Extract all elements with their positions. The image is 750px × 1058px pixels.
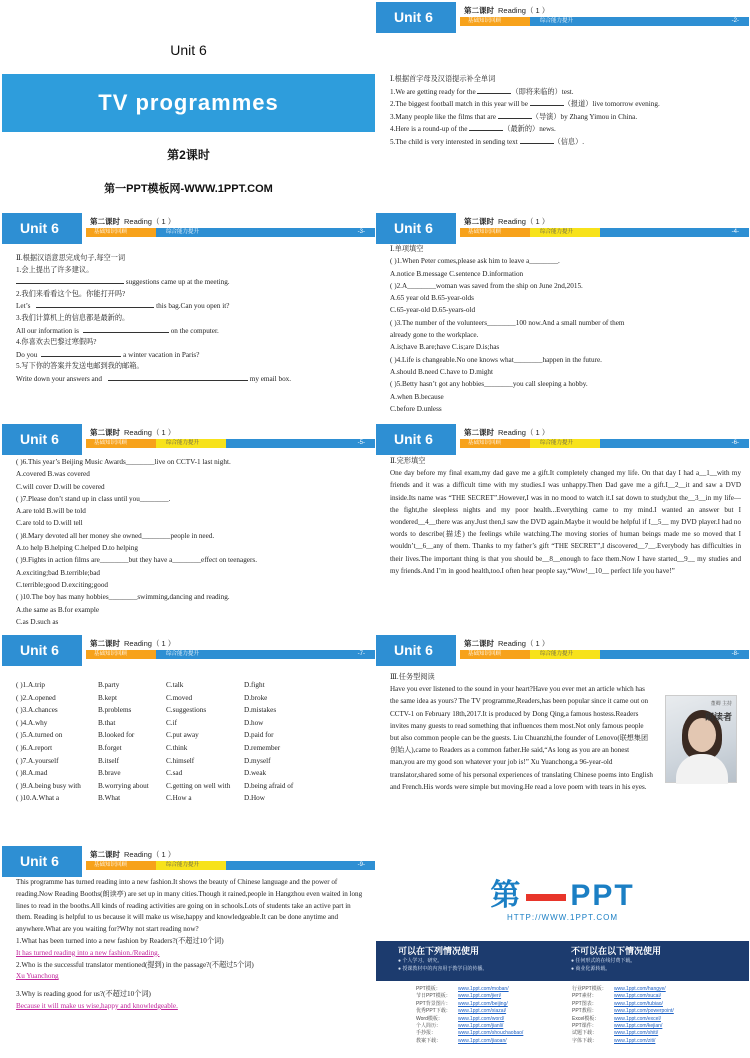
exercise-heading: Ⅰ.单项填空 [390, 245, 424, 253]
tab-ability[interactable]: 综合能力提升 [530, 439, 600, 448]
slide-7 [2, 635, 375, 844]
exercise-line: A.exciting;bad B.terrible;bad [16, 568, 101, 577]
option-row [16, 767, 367, 780]
exercise-line: 3.我们计算机上的信息都是最新的。 [16, 313, 130, 322]
tab-ability[interactable]: 综合能力提升 [156, 439, 226, 448]
exercise-line: 4.你喜欢去巴黎过寒假吗? [16, 338, 97, 347]
cover-title: TV programmes [2, 74, 375, 132]
exercise-line: C.65-year-old D.65-years-old [390, 306, 476, 315]
exercise-line: A.to help B.helping C.helped D.to helping [16, 544, 138, 553]
option-cell: C.put away [166, 731, 199, 740]
tab-ability[interactable]: 综合能力提升 [530, 17, 600, 26]
tab-basic[interactable]: 基础知识回顾 [460, 650, 530, 659]
ppt-logo: 第 PPT [490, 879, 635, 912]
unit-label: Unit 6 [376, 424, 456, 455]
link-label: PPT素材： [572, 993, 597, 1000]
page-number: -9- [357, 862, 365, 868]
option-cell: C.think [166, 743, 188, 752]
link-label: PPT课件： [572, 1023, 597, 1030]
site-url[interactable]: HTTP://WWW.1PPT.COM [507, 913, 618, 922]
links-left [416, 986, 523, 1045]
tab-ability[interactable]: 综合能力提升 [530, 650, 600, 659]
exercise-line: A.is;have B.are;have C.is;are D.is;has [390, 343, 500, 352]
header-bar [600, 650, 749, 659]
exercise-body [16, 253, 367, 386]
link-label: PPT教程： [572, 1008, 597, 1015]
link-row [416, 1030, 523, 1037]
lesson-label: 第二课时 Reading（ 1 ） [464, 639, 550, 648]
cover-unit: Unit 6 [170, 42, 207, 58]
option-row [16, 692, 367, 705]
link-label: 手抄报： [416, 1030, 437, 1037]
option-row [16, 780, 367, 793]
exercise-line: Write down your answers and my email box. [16, 374, 292, 383]
header-bar [226, 439, 375, 448]
question-3: 3.Why is reading good for us?(不超过10个词) [16, 990, 151, 999]
option-cell: ( )8.A.mad [16, 769, 48, 778]
exercise-line: 5.写下你的答案并发送电邮到我的邮箱。 [16, 362, 144, 371]
option-row [16, 717, 367, 730]
slide-promo [376, 846, 749, 1055]
link-row [572, 1008, 674, 1015]
exercise-line: A.should B.need C.have to D.might [390, 367, 494, 376]
exercise-line: ( )5.Betty hasn’t got any hobbies________you call sleeping a hobby. [390, 380, 588, 389]
tab-basic[interactable]: 基础知识回顾 [86, 861, 156, 870]
exercise-line: Do you a winter vacation in Paris? [16, 350, 200, 359]
slide-header [2, 213, 375, 244]
link-label: PPT图表： [572, 1000, 597, 1007]
option-cell: B.kept [98, 693, 117, 702]
exercise-line: ( )10.The boy has many hobbies________swimming,dancing and reading. [16, 593, 230, 602]
option-cell: B.party [98, 681, 120, 689]
exercise-line: ( )4.Life is changeable.No one knows what________happen in the future. [390, 355, 602, 364]
question-2: 2.Who is the successful translator mentioned(提到) in the passage?(不超过5个词) [16, 960, 254, 969]
unit-label: Unit 6 [2, 424, 82, 455]
option-row [16, 742, 367, 755]
exercise-line: ( )2.A________woman was saved from the ship on June 2nd,2015. [390, 281, 583, 290]
exercise-line: A.65 year old B.65-year-olds [390, 294, 474, 303]
option-cell: ( )4.A.why [16, 718, 48, 727]
link-url[interactable]: www.1ppt.com/hangye/ [614, 986, 666, 992]
exercise-line: ( )3.The number of the volunteers________100 now.And a small number of them [390, 318, 625, 327]
exercise-line: C.will cover D.will be covered [16, 482, 105, 491]
option-row [16, 792, 367, 805]
exercise-line: suggestions came up at the meeting. [16, 276, 367, 289]
link-label: 优秀PPT下载： [416, 1008, 451, 1015]
link-row [416, 1008, 523, 1015]
exercise-line: A.the same as B.for example [16, 605, 100, 614]
links-right [572, 986, 674, 1045]
link-url[interactable]: www.1ppt.com/shiti/ [614, 1030, 659, 1037]
cannot-use-column: 不可以在以下情况使用 ● 任何形式的在线付费下载。 ● 商业化源转载。 [571, 946, 662, 972]
tab-basic[interactable]: 基础知识回顾 [86, 650, 156, 659]
option-cell: B.What [98, 794, 121, 803]
tab-basic[interactable]: 基础知识回顾 [86, 228, 156, 237]
page-number: -2- [731, 18, 739, 24]
exercise-line: ( )6.This year’s Beijing Music Awards________live on CCTV-1 last night. [16, 458, 231, 466]
link-url[interactable]: www.1ppt.com/sucai/ [614, 993, 661, 1000]
link-row [416, 1038, 523, 1045]
cover-lesson: 第2课时 [167, 148, 210, 162]
lesson-label: 第二课时 Reading（ 1 ） [90, 217, 176, 226]
option-row [16, 755, 367, 768]
link-label: 行业PPT模板： [572, 986, 607, 992]
link-url[interactable]: www.1ppt.com/shouchaobao/ [458, 1030, 524, 1037]
exercise-line: ( )7.Please don’t stand up in class until you________. [16, 494, 171, 503]
exercise-line: A.are told B.will be told [16, 507, 86, 516]
slide-cover [2, 2, 375, 211]
tab-basic[interactable]: 基础知识回顾 [460, 17, 530, 26]
option-cell: D.how [244, 718, 264, 727]
option-row [16, 679, 367, 692]
lesson-label: 第二课时 Reading（ 1 ） [90, 639, 176, 648]
exercise-body [390, 74, 741, 149]
option-cell: C.talk [166, 681, 184, 689]
option-cell: C.suggestions [166, 706, 207, 715]
unit-label: Unit 6 [2, 846, 82, 877]
reading-passage: This programme has turned reading into a new fashion.It shows the beauty of Chinese language and the power of reading.Now Reading Booths(朗读亭) are set up in many cities.Though it rained,people in Hangzhou even waited in long lines to read in the booths.All kinds of reading activities are going on in schools.Lots of students take an active part in them. Reading is helpful to us because it will make us wise,happy and knowledgeable.It can be done anytime and anywhere.What are you waiting for?Why not start reading now? [16, 878, 363, 934]
option-cell: C.sad [166, 769, 183, 778]
exercise-body [390, 243, 741, 415]
link-url[interactable]: www.1ppt.com/powerpoint/ [614, 1008, 674, 1015]
slide-header [2, 846, 375, 877]
lesson-label: 第二课时 Reading（ 1 ） [464, 217, 550, 226]
exercise-body [390, 455, 741, 577]
link-row [572, 1030, 674, 1037]
option-cell: D.broke [244, 693, 268, 702]
header-bar [226, 861, 375, 870]
option-row [16, 729, 367, 742]
answer-1: It has turned reading into a new fashion./Reading. [16, 948, 160, 957]
lesson-label: 第二课时 Reading（ 1 ） [90, 428, 176, 437]
photo-face [688, 718, 716, 752]
exercise-line: C.as D.such as [16, 617, 59, 626]
photo-body [676, 754, 728, 784]
slide-8 [376, 635, 749, 844]
exercise-heading: Ⅱ.完形填空 [390, 457, 426, 465]
option-cell: D.mistakes [244, 706, 277, 715]
options-table [16, 679, 367, 805]
option-cell: ( )5.A.turned on [16, 731, 63, 740]
question-1: 1.What has been turned into a new fashion by Readers?(不超过10个词) [16, 936, 224, 945]
exercise-line: ( )8.Mary devoted all her money she owned________people in need. [16, 531, 215, 540]
exercise-line: C.before D.unless [390, 404, 442, 413]
link-url[interactable]: www.1ppt.com/tubiao/ [614, 1000, 663, 1007]
link-url[interactable]: www.1ppt.com/ziti/ [614, 1037, 656, 1044]
option-cell: C.himself [166, 756, 195, 765]
link-label: Word模板： [416, 1015, 443, 1022]
page-number: -5- [357, 440, 365, 446]
usage-banner [376, 941, 749, 981]
answer-2: Xu Yuanchong [16, 972, 59, 981]
option-cell: D.How [244, 794, 265, 803]
option-row [16, 704, 367, 717]
link-label: 字体下载： [572, 1037, 598, 1044]
option-cell: D.fight [244, 681, 265, 689]
lesson-label: 第二课时 Reading（ 1 ） [464, 428, 550, 437]
slide-3 [2, 213, 375, 422]
page-number: -4- [731, 229, 739, 235]
lesson-label: 第二课时 Reading（ 1 ） [90, 850, 176, 859]
exercise-line: A.when B.because [390, 392, 444, 401]
option-cell: C.getting on well with [166, 781, 231, 790]
exercise-line: 4.Here is a round-up of the （最新的）news. [390, 125, 556, 134]
option-cell: ( )10.A.What a [16, 794, 60, 803]
option-cell: C.if [166, 718, 177, 727]
slide-2 [376, 2, 749, 211]
option-cell: B.that [98, 718, 116, 727]
link-label: 个人简历： [416, 1023, 442, 1030]
exercise-body [16, 456, 367, 628]
slide-6 [376, 424, 749, 633]
photo-caption-small: 董卿 主持 [710, 701, 732, 707]
page-number: -7- [357, 651, 365, 657]
exercise-line: ( )9.Fights in action films are________but they have a________effect on teenagers. [16, 556, 257, 565]
unit-label: Unit 6 [376, 2, 456, 33]
exercise-line: All our information is on the computer. [16, 326, 219, 335]
slide-5 [2, 424, 375, 633]
link-url[interactable]: www.1ppt.com/kejian/ [614, 1023, 663, 1030]
option-cell: B.worrying about [98, 781, 149, 790]
can-use-column: 可以在下列情况使用 ● 个人学习、研究。 ● 授课教材中的内容用于教学目的传播。 [398, 946, 488, 972]
cover-website: 第一PPT模板网-WWW.1PPT.COM [104, 183, 273, 195]
exercise-line: C.are told to D.will tell [16, 519, 83, 528]
link-row [572, 1016, 674, 1023]
option-cell: D.myself [244, 756, 271, 765]
tab-basic[interactable]: 基础知识回顾 [460, 439, 530, 448]
option-cell: C.moved [166, 693, 193, 702]
exercise-line: 5.The child is very interested in sending text （信息）. [390, 137, 585, 146]
option-cell: D.paid for [244, 731, 274, 740]
link-label: 节日PPT模板： [416, 993, 451, 1000]
header-bar [600, 439, 749, 448]
link-label: 试题下载： [572, 1030, 598, 1037]
option-cell: ( )6.A.report [16, 743, 53, 752]
exercise-line: 1.会上提出了许多建议。 [16, 265, 94, 274]
link-row [572, 993, 674, 1000]
header-bar [600, 17, 749, 26]
option-cell: D.being afraid of [244, 781, 294, 790]
slide-4 [376, 213, 749, 422]
link-url[interactable]: www.1ppt.com/excel/ [614, 1015, 661, 1022]
photo-caption-big: 朗读者 [704, 712, 732, 722]
slide-9 [2, 846, 375, 1055]
link-row [572, 1038, 674, 1045]
link-url[interactable]: www.1ppt.com/xiazai/ [458, 1008, 507, 1015]
cloze-passage: One day before my final exam,my dad gave me a gift.It completely changed my life. On that day I had a__1__with my friends and it was a difficult time with my studies.I was unhappy.Then Dad gave me a gift.I__2__it and saw a DVD inside.Its name was “THE SECRET”.However,I was in no mood to watch it.I sat down to study,but the__3__in my life—the fight,the sleepless nights and my poor health...Everything came to my mind.I wanted an answer but I wondered__4__there was any.Just then,I saw the DVD again.Maybe it would be helpful if I__5__ my DVD player.I had no words to describe(描述) the feelings while watching.The moving stories of human beings made me so moved that I wouldn’t__6__any of them. Thanks to my father’s gift “THE SECRET”,I discovered__7__.Everybody has difficulties in their lives.The important thing is that you should be__8__enough to face them.Now I have started__9__ my studies and my friends.And I’m in good health,too.I often hear people say,“Wow!__10__ perfect life you have!” [390, 469, 741, 575]
option-cell: D.weak [244, 769, 267, 778]
link-label: PPT背景图片： [416, 1000, 451, 1007]
option-cell: ( )3.A.chances [16, 706, 58, 715]
exercise-line: ( )1.When Peter comes,please ask him to leave a________. [390, 257, 560, 266]
link-url[interactable]: www.1ppt.com/jieri/ [458, 993, 502, 1000]
link-url[interactable]: www.1ppt.com/moban/ [458, 986, 509, 992]
tab-ability[interactable]: 综合能力提升 [156, 228, 226, 237]
slide-header [376, 2, 749, 33]
option-cell: D.remember [244, 743, 281, 752]
exercise-body [16, 877, 367, 1013]
link-url[interactable]: www.1ppt.com/jianli/ [458, 1023, 504, 1030]
exercise-heading: Ⅲ.任务型阅读 [390, 673, 435, 681]
link-label: Excel模板： [572, 1015, 600, 1022]
tab-ability[interactable]: 综合能力提升 [156, 861, 226, 870]
answer-3: Because it will make us wise,happy and knowledgeable. [16, 1001, 178, 1010]
unit-label: Unit 6 [2, 213, 82, 244]
option-cell: B.brave [98, 769, 121, 778]
exercise-line: 2.The biggest football match in this year will be （报道）live tomorrow evening. [390, 100, 660, 109]
option-cell: B.looked for [98, 731, 135, 740]
option-cell: C.How a [166, 794, 192, 803]
exercise-line: A.covered B.was covered [16, 470, 90, 479]
logo-dash [526, 894, 566, 901]
option-cell: B.problems [98, 706, 132, 715]
unit-label: Unit 6 [376, 213, 456, 244]
link-row [416, 1016, 523, 1023]
link-url[interactable]: www.1ppt.com/beijing/ [458, 1000, 508, 1007]
slide-header [376, 635, 749, 666]
header-bar [600, 228, 749, 237]
exercise-line: A.notice B.message C.sentence D.information [390, 269, 524, 278]
link-label: 教案下载： [416, 1037, 442, 1044]
page-number: -3- [357, 229, 365, 235]
exercise-line: C.terrible;good D.exciting;good [16, 580, 109, 589]
link-url[interactable]: www.1ppt.com/word/ [458, 1015, 505, 1022]
programme-photo [665, 695, 737, 783]
slide-header [2, 424, 375, 455]
link-row [416, 993, 523, 1000]
tab-ability[interactable]: 综合能力提升 [530, 228, 600, 237]
tab-basic[interactable]: 基础知识回顾 [86, 439, 156, 448]
header-bar [226, 650, 375, 659]
exercise-heading: Ⅰ.根据首字母及汉语提示补全单词 [390, 75, 496, 83]
exercise-body [390, 671, 653, 793]
option-cell: ( )1.A.trip [16, 681, 45, 689]
option-cell: ( )9.A.being busy with [16, 781, 81, 790]
exercise-line: 3.Many people like the films that are （导演）by Zhang Yimou in China. [390, 112, 638, 121]
reading-passage: Have you ever listened to the sound in your heart?Have you ever met an article which has the same idea as yours? The TV programme,Readers,has been popular since it came out on CCTV-1 on February 18th,2017.It is produced by Dong Qing,a famous hostess.Readers invites many guests to read something that influences them most.Not only famous people but also common people can be the guests. Liu Chuanzhi,the founder of Lenovo(联想集团创始人),came to Readers as a common father.He said,“As long as you are an honest man,you are my good son whatever your job is!” Xu Yuanchong,a 96-year-old translator,shared some of his personal experiences of translating Chinese poems into English and French.His words were simple but moving.He read a love poem with tears in his eyes. [390, 685, 653, 791]
exercise-line: 1.We are getting ready for the （即将来临的）test. [390, 87, 574, 96]
link-label: PPT模板： [416, 986, 441, 992]
tab-ability[interactable]: 综合能力提升 [156, 650, 226, 659]
link-url[interactable]: www.1ppt.com/jiaoan/ [458, 1037, 507, 1044]
page-number: -8- [731, 651, 739, 657]
exercise-line: 2.我们来看看这个包。你能打开吗? [16, 289, 126, 298]
slide-header [376, 213, 749, 244]
exercise-line: Let’s this bag.Can you open it? [16, 302, 230, 311]
unit-label: Unit 6 [376, 635, 456, 666]
exercise-heading: Ⅱ.根据汉语意思完成句子,每空一词 [16, 254, 126, 262]
option-cell: B.forget [98, 743, 122, 752]
lesson-label: 第二课时 Reading（ 1 ） [464, 6, 550, 15]
slide-header [376, 424, 749, 455]
exercise-line: already gone to the workplace. [390, 331, 479, 340]
slide-header [2, 635, 375, 666]
page-number: -6- [731, 440, 739, 446]
tab-basic[interactable]: 基础知识回顾 [460, 228, 530, 237]
option-cell: ( )2.A.opened [16, 693, 56, 702]
unit-label: Unit 6 [2, 635, 82, 666]
option-cell: B.itself [98, 756, 119, 765]
header-bar [226, 228, 375, 237]
option-cell: ( )7.A.yourself [16, 756, 59, 765]
